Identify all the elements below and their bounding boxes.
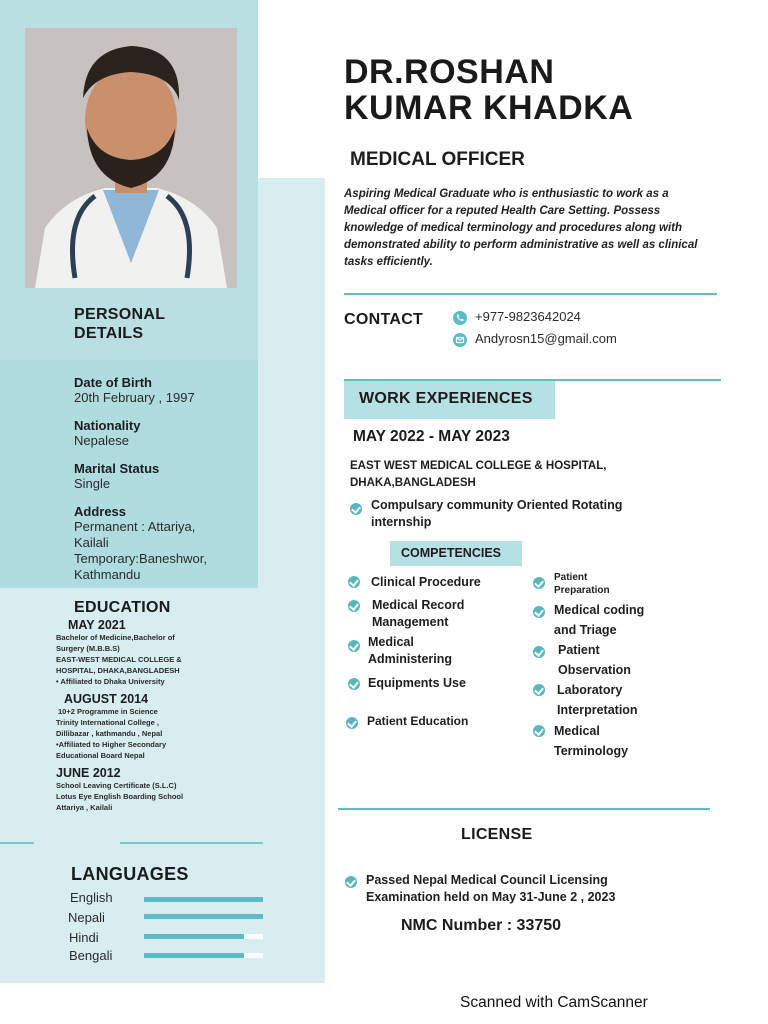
language-bar-nepali — [144, 914, 263, 919]
candidate-name: DR.ROSHAN KUMAR KHADKA — [344, 53, 634, 127]
education-list — [56, 618, 256, 813]
education-line: Lotus Eye English Boarding School — [56, 792, 184, 801]
work-period: MAY 2022 - MAY 2023 — [353, 428, 510, 445]
competency-item: Medical Administering — [368, 635, 453, 666]
competency-item: Medical coding and Triage — [554, 603, 645, 637]
email-icon — [453, 333, 467, 347]
education-line: Bachelor of Medicine,Bachelor of — [56, 633, 175, 642]
education-line: Attariya , Kailali — [56, 803, 113, 812]
education-line: HOSPITAL, DHAKA,BANGLADESH — [56, 666, 180, 675]
competency-item: Patient Observation — [558, 643, 631, 677]
divider-right — [120, 842, 263, 844]
language-bar-fill — [144, 934, 244, 939]
education-line: School Leaving Certificate (S.L.C) — [56, 781, 177, 790]
language-bar-hindi — [144, 934, 263, 939]
competency-item: Laboratory Interpretation — [557, 683, 638, 717]
phone-icon — [453, 311, 467, 325]
education-date: MAY 2021 — [68, 618, 126, 632]
language-bar-fill — [144, 897, 263, 902]
work-organization: EAST WEST MEDICAL COLLEGE & HOSPITAL, DHAKA,BANGLADESH — [350, 460, 607, 489]
marital-value: Single — [74, 476, 111, 491]
left-panel-strip — [258, 178, 325, 588]
contact-title: CONTACT — [344, 311, 424, 328]
education-line: Surgery (M.B.B.S) — [56, 644, 120, 653]
education-date: JUNE 2012 — [56, 766, 121, 780]
nationality-value: Nepalese — [74, 433, 129, 448]
language-bar-fill — [144, 914, 263, 919]
address-label: Address — [74, 504, 127, 519]
check-icon — [533, 684, 545, 696]
check-icon — [348, 576, 360, 588]
contact-phone[interactable]: +977-9823642024 — [475, 309, 581, 324]
education-line: EAST-WEST MEDICAL COLLEGE & — [56, 655, 182, 664]
license-title: LICENSE — [461, 826, 533, 843]
address-temporary-2: Kathmandu — [74, 567, 141, 582]
education-line: 10+2 Programme in Science — [58, 707, 158, 716]
check-icon — [348, 678, 360, 690]
competency-item: Medical Terminology — [554, 724, 629, 758]
personal-title: PERSONAL DETAILS — [74, 306, 166, 342]
education-line: Dillibazar , kathmandu , Nepal — [56, 729, 163, 738]
language-bengali: Bengali — [69, 948, 113, 963]
address-permanent-2: Kailali — [74, 535, 109, 550]
language-hindi: Hindi — [69, 930, 99, 945]
competency-item: Equipments Use — [368, 676, 466, 690]
job-title: MEDICAL OFFICER — [350, 149, 525, 170]
profile-photo — [25, 28, 237, 288]
education-line: •Affiliated to Higher Secondary — [56, 740, 167, 749]
check-icon — [533, 577, 545, 589]
check-icon — [346, 717, 358, 729]
profile-summary: Aspiring Medical Graduate who is enthusiastic to work as a Medical officer for a reputed Health Care Setting. Possess knowledge of medical terminology and procedures along with demonstrated ability to perform administrative as well as clinical tasks efficiently. — [344, 188, 698, 268]
check-icon — [350, 503, 362, 515]
language-bar-fill — [144, 953, 244, 958]
divider-left — [0, 842, 34, 844]
nmc-number: NMC Number : 33750 — [401, 917, 562, 934]
personal-details — [74, 375, 254, 583]
competency-item: Medical Record Management — [372, 598, 465, 629]
education-entry — [56, 618, 256, 687]
check-icon — [348, 640, 360, 652]
address-permanent: Permanent : Attariya, — [74, 519, 196, 534]
check-icon — [345, 876, 357, 888]
dob-value: 20th February , 1997 — [74, 390, 195, 405]
education-date: AUGUST 2014 — [64, 692, 149, 706]
check-icon — [533, 725, 545, 737]
license-description: Passed Nepal Medical Council Licensing Examination held on May 31-June 2 , 2023 — [366, 873, 616, 904]
competency-item: Clinical Procedure — [371, 575, 481, 589]
nationality-label: Nationality — [74, 418, 141, 433]
education-line: • Affiliated to Dhaka University — [56, 677, 165, 686]
competency-item: Patient Education — [367, 714, 469, 728]
competency-item: Patient Preparation — [554, 572, 610, 596]
language-bar-english — [144, 897, 263, 902]
address-temporary: Temporary:Baneshwor, — [74, 551, 207, 566]
language-nepali: Nepali — [68, 910, 105, 925]
education-title: EDUCATION — [74, 599, 171, 616]
check-icon — [533, 646, 545, 658]
work-title: WORK EXPERIENCES — [359, 390, 533, 407]
work-duty: Compulsary community Oriented Rotating internship — [371, 498, 623, 529]
contact-email[interactable]: Andyrosn15@gmail.com — [475, 331, 617, 346]
education-entry — [56, 766, 256, 813]
education-line: Trinity International College , — [56, 718, 159, 727]
divider-summary — [344, 293, 717, 295]
education-line: Educational Board Nepal — [56, 751, 145, 760]
languages-title: LANGUAGES — [71, 864, 189, 884]
marital-label: Marital Status — [74, 461, 160, 476]
competencies-title: COMPETENCIES — [401, 546, 502, 560]
dob-label: Date of Birth — [74, 375, 152, 390]
language-bar-bengali — [144, 953, 263, 958]
check-icon — [348, 600, 360, 612]
check-icon — [533, 606, 545, 618]
education-entry — [56, 692, 256, 761]
divider-license — [338, 808, 710, 810]
language-english: English — [70, 890, 113, 905]
scanner-watermark: Scanned with CamScanner — [460, 994, 648, 1011]
